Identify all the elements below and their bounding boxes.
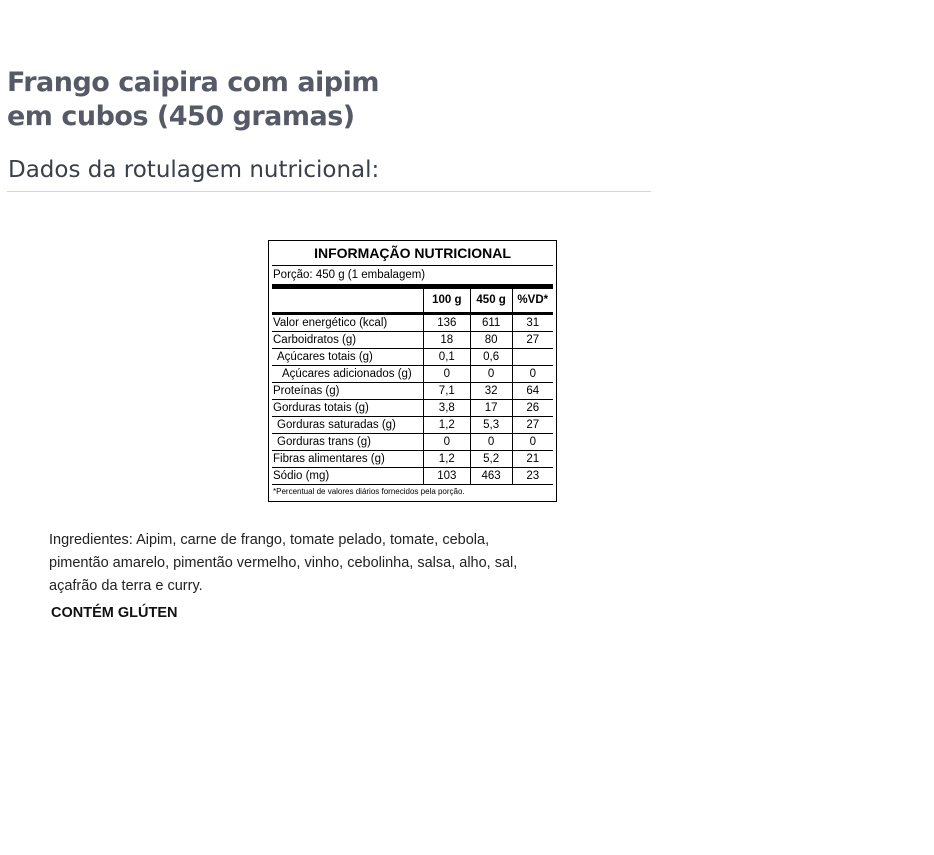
column-header-nutrient bbox=[272, 289, 423, 314]
nutrition-header-row bbox=[272, 289, 553, 314]
nutrition-portion: Porção: 450 g (1 embalagem) bbox=[272, 266, 553, 289]
nutrition-footnote: *Percentual de valores diários fornecidos pela porção. bbox=[273, 487, 465, 496]
value-100g: 0 bbox=[423, 366, 470, 383]
table-row bbox=[272, 451, 553, 468]
table-row bbox=[272, 366, 553, 383]
value-vd: 26 bbox=[512, 400, 553, 417]
value-100g: 18 bbox=[423, 332, 470, 349]
table-row bbox=[272, 383, 553, 400]
nutrient-name: Gorduras saturadas (g) bbox=[272, 417, 423, 434]
ingredients-text: Ingredientes: Aipim, carne de frango, tomate pelado, tomate, cebola, pimentão amarelo, pimentão vermelho, vinho, cebolinha, salsa, alho, sal, açafrão da terra e curry. bbox=[49, 532, 518, 594]
table-row bbox=[272, 417, 553, 434]
table-row bbox=[272, 400, 553, 417]
value-450g: 80 bbox=[470, 332, 512, 349]
value-450g: 5,3 bbox=[470, 417, 512, 434]
nutrient-name: Valor energético (kcal) bbox=[272, 314, 423, 332]
value-100g: 1,2 bbox=[423, 451, 470, 468]
value-vd: 0 bbox=[512, 366, 553, 383]
value-450g: 0 bbox=[470, 366, 512, 383]
nutrient-name: Açúcares adicionados (g) bbox=[272, 366, 423, 383]
nutrition-table bbox=[272, 289, 553, 485]
nutrient-name: Sódio (mg) bbox=[272, 468, 423, 485]
nutrient-name: Gorduras totais (g) bbox=[272, 400, 423, 417]
table-row bbox=[272, 349, 553, 366]
nutrient-name: Gorduras trans (g) bbox=[272, 434, 423, 451]
value-450g: 0,6 bbox=[470, 349, 512, 366]
value-vd: 0 bbox=[512, 434, 553, 451]
value-vd: 27 bbox=[512, 332, 553, 349]
nutrient-name: Açúcares totais (g) bbox=[272, 349, 423, 366]
table-row bbox=[272, 434, 553, 451]
nutrition-label-title: INFORMAÇÃO NUTRICIONAL bbox=[272, 241, 553, 266]
value-450g: 5,2 bbox=[470, 451, 512, 468]
table-row bbox=[272, 314, 553, 332]
nutrient-name: Proteínas (g) bbox=[272, 383, 423, 400]
section-heading: Dados da rotulagem nutricional: bbox=[8, 157, 380, 183]
value-vd: 21 bbox=[512, 451, 553, 468]
table-row bbox=[272, 332, 553, 349]
nutrition-facts-label bbox=[268, 240, 557, 502]
product-title-line-1: Frango caipira com aipim bbox=[7, 67, 380, 98]
column-header-100g: 100 g bbox=[423, 289, 470, 314]
value-100g: 0 bbox=[423, 434, 470, 451]
product-title bbox=[7, 66, 379, 134]
value-100g: 103 bbox=[423, 468, 470, 485]
value-100g: 136 bbox=[423, 314, 470, 332]
value-100g: 7,1 bbox=[423, 383, 470, 400]
nutrient-name: Carboidratos (g) bbox=[272, 332, 423, 349]
value-vd: 31 bbox=[512, 314, 553, 332]
value-100g: 1,2 bbox=[423, 417, 470, 434]
column-header-vd: %VD* bbox=[512, 289, 553, 314]
value-450g: 32 bbox=[470, 383, 512, 400]
product-title-line-2: em cubos (450 gramas) bbox=[7, 101, 355, 132]
value-vd bbox=[512, 349, 553, 366]
value-vd: 23 bbox=[512, 468, 553, 485]
value-100g: 0,1 bbox=[423, 349, 470, 366]
value-450g: 611 bbox=[470, 314, 512, 332]
value-450g: 17 bbox=[470, 400, 512, 417]
value-vd: 64 bbox=[512, 383, 553, 400]
value-100g: 3,8 bbox=[423, 400, 470, 417]
nutrient-name: Fibras alimentares (g) bbox=[272, 451, 423, 468]
section-divider bbox=[7, 191, 651, 192]
column-header-450g: 450 g bbox=[470, 289, 512, 314]
table-row bbox=[272, 468, 553, 485]
value-450g: 463 bbox=[470, 468, 512, 485]
allergen-warning: CONTÉM GLÚTEN bbox=[51, 605, 178, 621]
value-450g: 0 bbox=[470, 434, 512, 451]
value-vd: 27 bbox=[512, 417, 553, 434]
